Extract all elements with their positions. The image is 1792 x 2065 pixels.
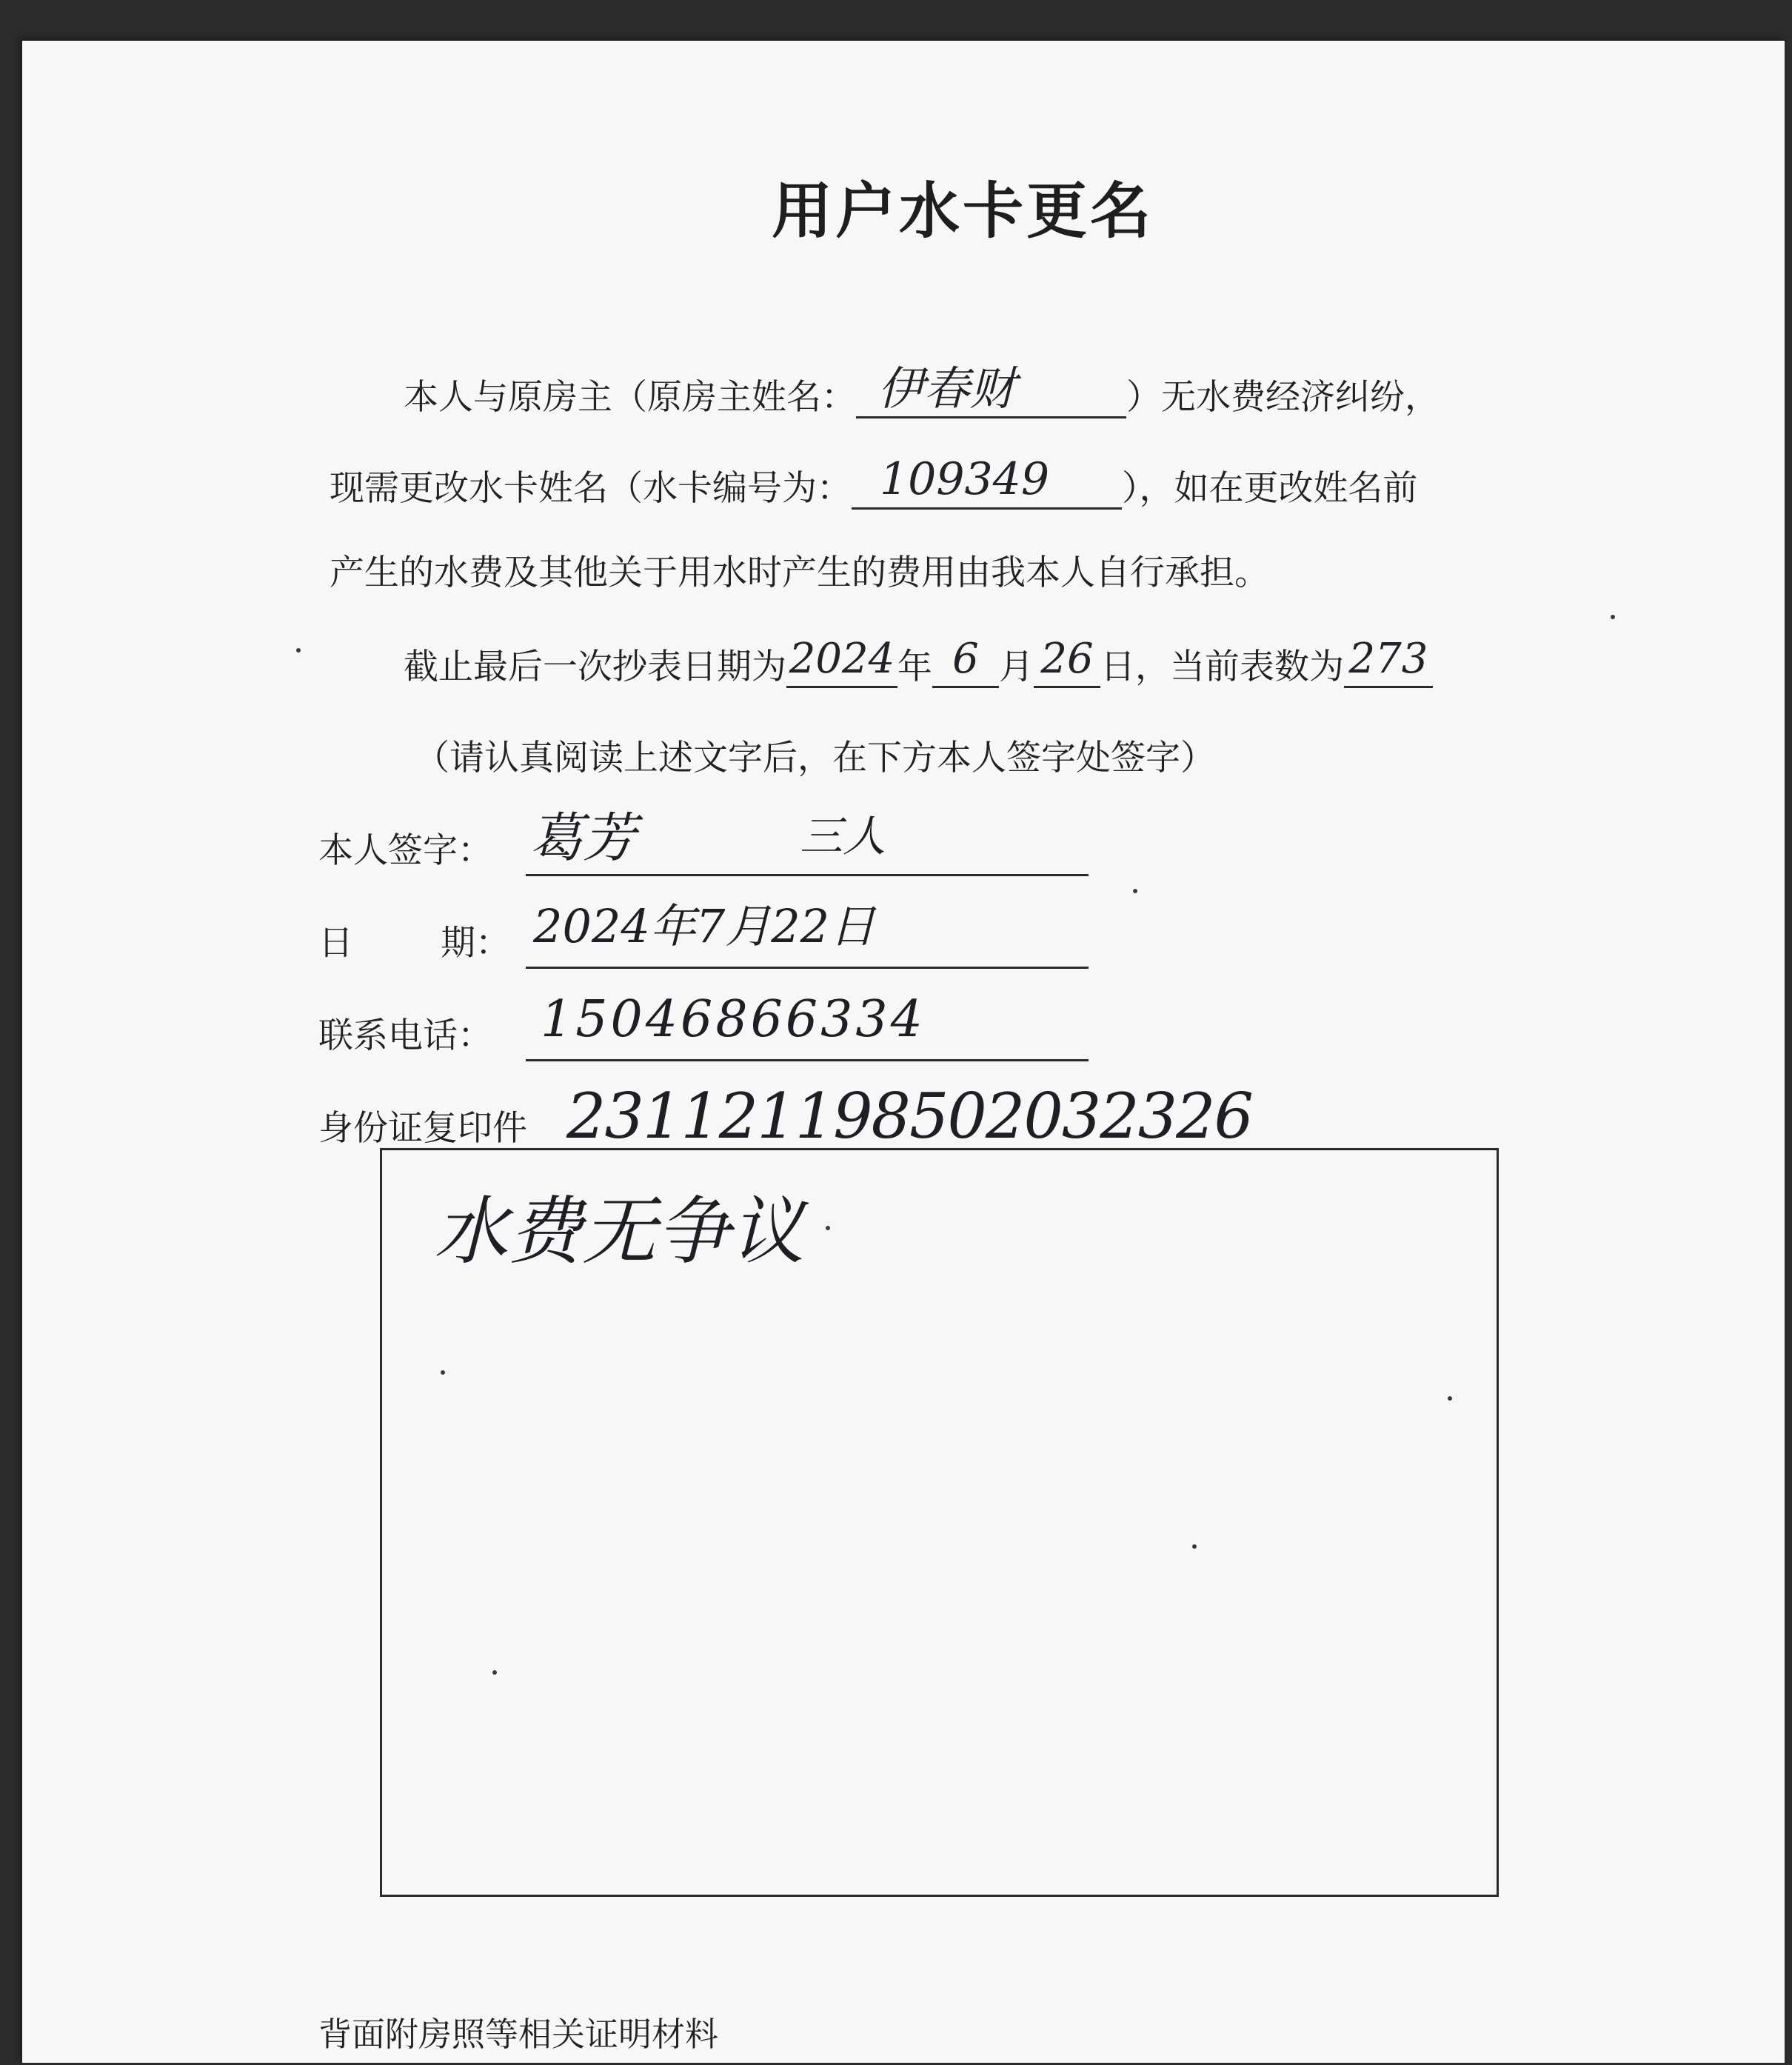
instruction-text: （请认真阅读上述文字后，在下方本人签字处签字） [415, 738, 1215, 778]
meter-day-field [1034, 635, 1100, 688]
meter-month-field [932, 635, 999, 688]
day-unit: 日，当前表数为 [1100, 647, 1344, 687]
footer-note: 背面附房照等相关证明材料 [318, 2015, 719, 2054]
scan-speck [441, 1370, 445, 1375]
document-sheet [22, 41, 1785, 2063]
signature-extra-handwritten: 三人 [800, 811, 886, 861]
id-copy-box [380, 1148, 1499, 1897]
scan-speck [1133, 889, 1137, 893]
scan-speck [826, 1226, 830, 1230]
paragraph-card [330, 453, 1418, 510]
id-label: 身份证复印件 [318, 1108, 527, 1149]
card-number-handwritten: 109349 [879, 453, 1050, 505]
box-note-handwritten: 水费无争议 [434, 1188, 804, 1275]
meter-reading-field [1344, 635, 1433, 688]
date-label-2: 期： [441, 923, 510, 964]
owner-suffix: ）无水费经济纠纷， [1126, 377, 1440, 418]
scan-speck [296, 648, 301, 653]
date-handwritten: 2024年7月22日 [533, 899, 876, 953]
meter-reading-handwritten: 273 [1348, 635, 1428, 683]
document-title: 用户水卡更名 [771, 176, 1154, 247]
scan-speck [1448, 1396, 1452, 1401]
signature-line [526, 874, 1089, 876]
month-unit: 月 [999, 647, 1034, 687]
meter-year-handwritten: 2024 [789, 635, 895, 683]
paragraph-responsibility: 产生的水费及其他关于用水时产生的费用由我本人自行承担。 [330, 553, 1269, 593]
id-handwritten: 231121198502032326 [566, 1080, 1252, 1152]
card-suffix: ），如在更改姓名前 [1122, 468, 1418, 509]
date-label-1: 日 [318, 923, 353, 964]
paragraph-meter [404, 635, 1433, 688]
scan-speck [1192, 1544, 1197, 1549]
phone-line [526, 1059, 1089, 1061]
meter-prefix: 截止最后一次抄表日期为 [404, 647, 786, 687]
meter-month-handwritten: 6 [952, 635, 979, 683]
year-unit: 年 [897, 647, 932, 687]
card-number-field [852, 453, 1122, 510]
phone-label: 联系电话： [318, 1015, 492, 1056]
signature-label: 本人签字： [318, 830, 492, 871]
owner-prefix: 本人与原房主（原房主姓名： [404, 377, 856, 418]
card-prefix: 现需更改水卡姓名（水卡编号为： [330, 468, 852, 509]
owner-name-field [856, 361, 1126, 418]
owner-name-handwritten: 伊春财 [877, 361, 1016, 416]
paragraph-owner [404, 361, 1440, 418]
scan-speck [1611, 615, 1615, 619]
date-line [526, 967, 1089, 969]
scan-speck [492, 1670, 497, 1675]
signature-handwritten: 葛芳 [529, 807, 637, 869]
meter-day-handwritten: 26 [1040, 635, 1094, 683]
phone-handwritten: 15046866334 [541, 990, 926, 1049]
meter-year-field [786, 635, 897, 688]
